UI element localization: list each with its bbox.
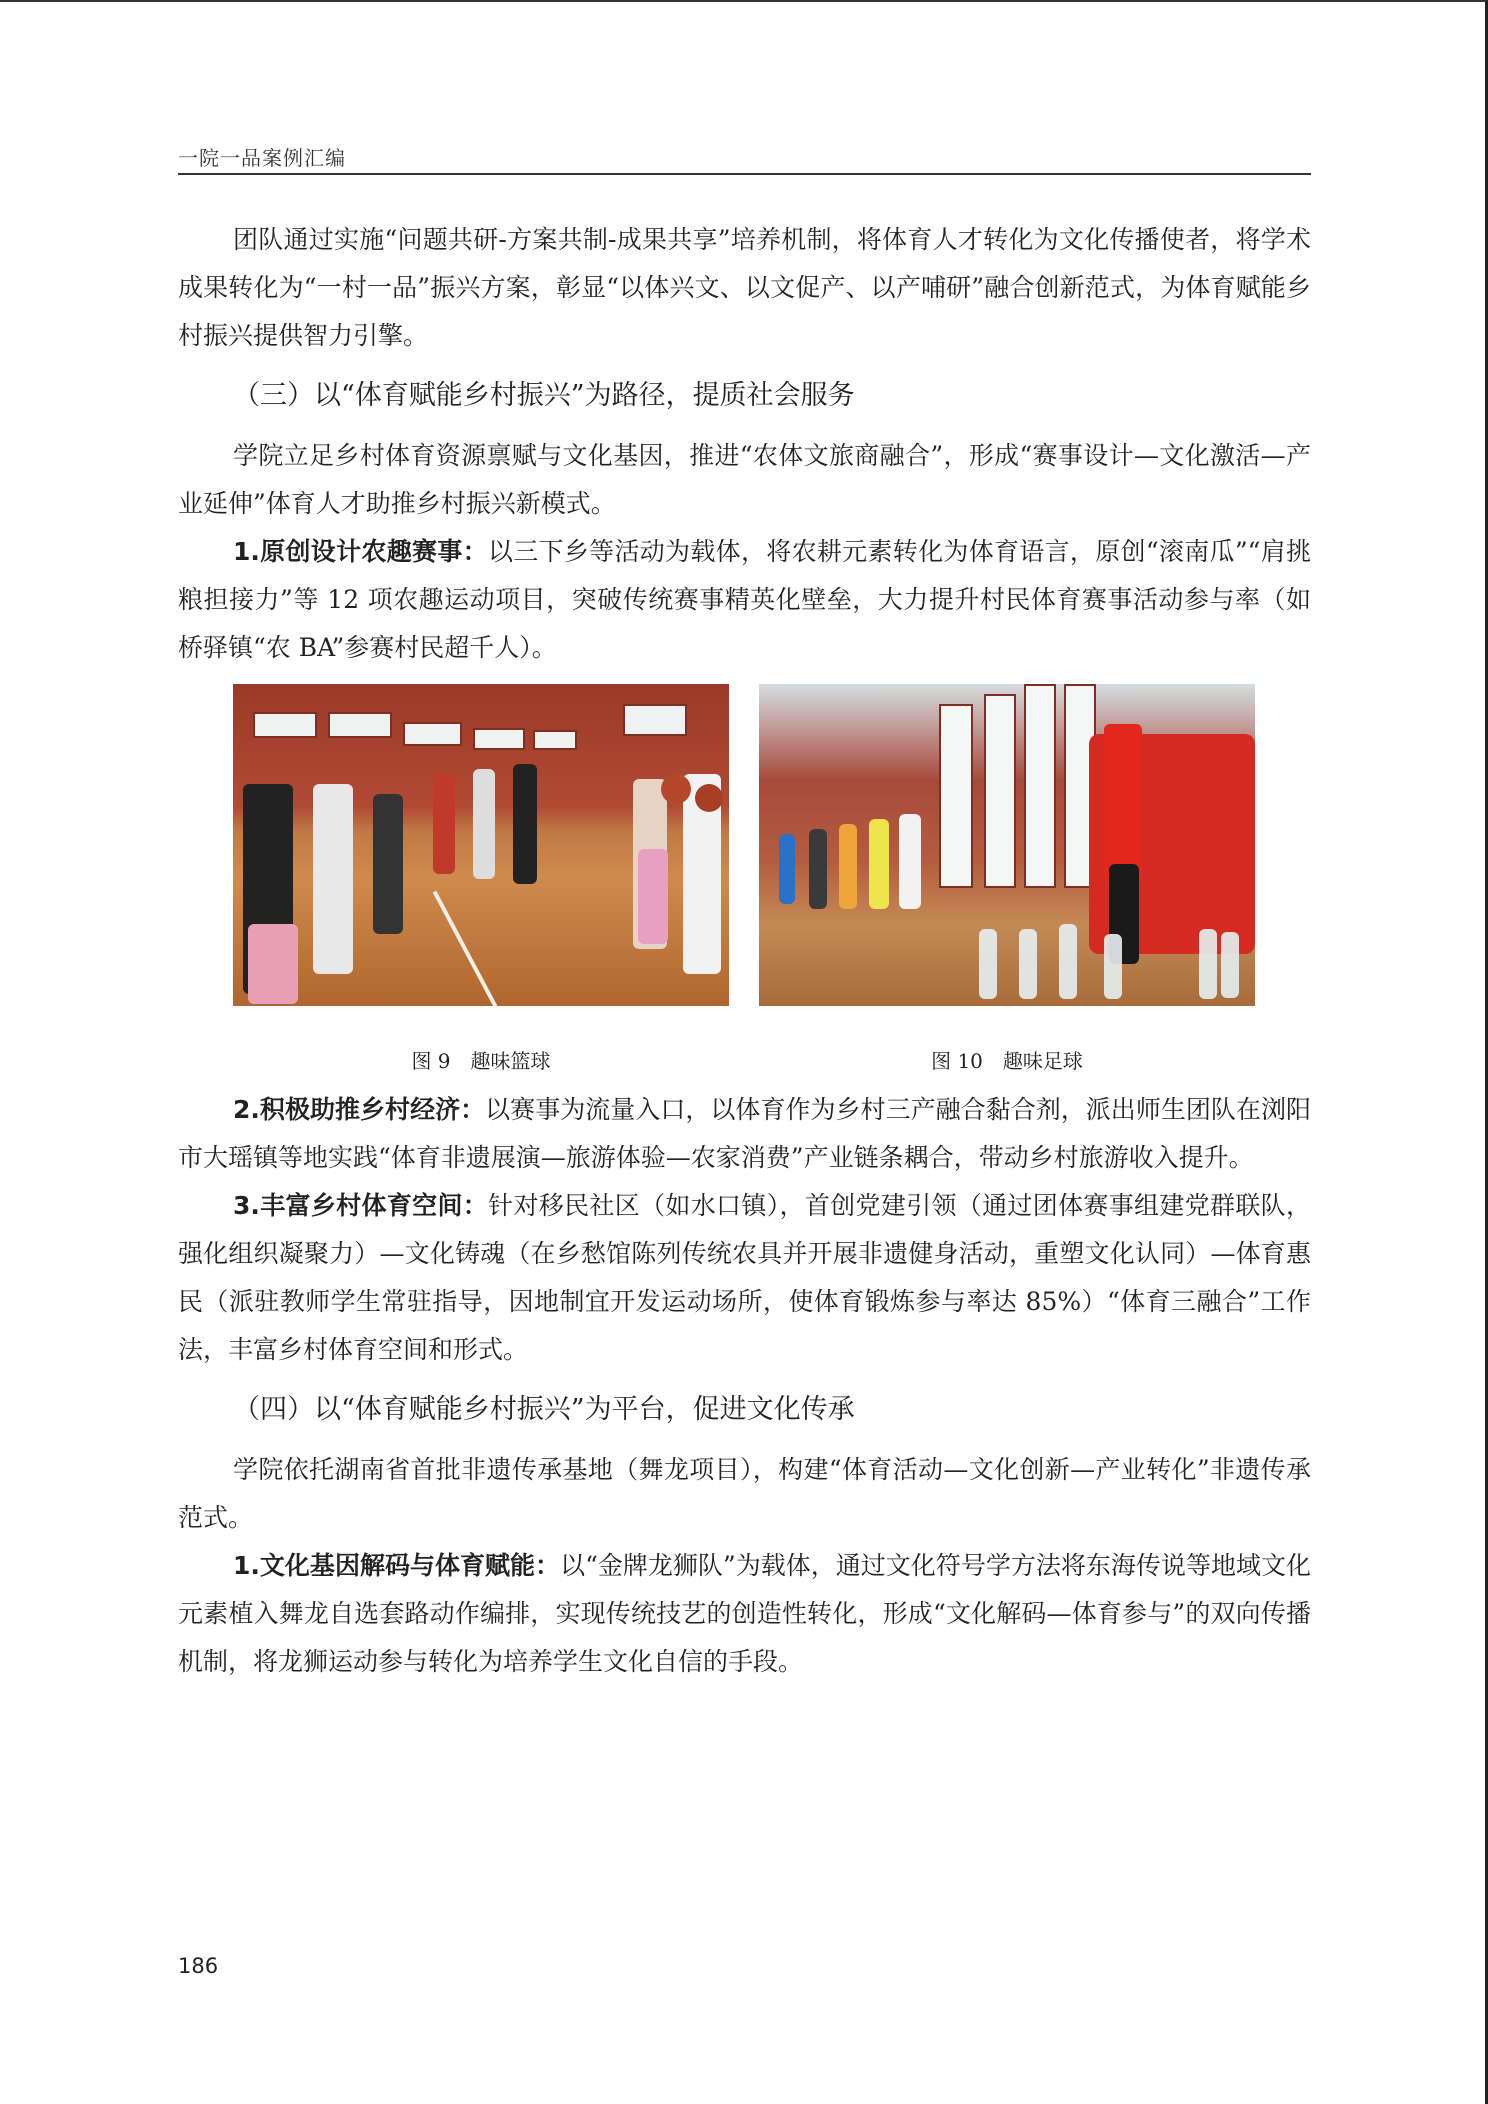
paragraph: 学院立足乡村体育资源禀赋与文化基因，推进“农体文旅商融合”，形成“赛事设计—文化激活—产业延伸”体育人才助推乡村振兴新模式。 [178,441,1311,518]
list-item-text: 以三下乡等活动为载体，将农耕元素转化为体育语言，原创“滚南瓜”“肩挑粮担接力”等 12 项农趣运动项目，突破传统赛事精英化壁垒，大力提升村民体育赛事活动参与率（如桥驿镇“农 BA”参赛村民超千人）。 [178,537,1311,662]
running-header: 一院一品案例汇编 [178,146,346,170]
figure-9 [233,684,729,1076]
figure-row [233,684,1311,1076]
list-item [178,528,1311,672]
list-item-text: 以赛事为流量入口，以体育作为乡村三产融合黏合剂，派出师生团队在浏阳市大瑶镇等地实践“体育非遗展演—旅游体验—农家消费”产业链条耦合，带动乡村旅游收入提升。 [178,1095,1311,1172]
list-item-text: 以“金牌龙狮队”为载体，通过文化符号学方法将东海传说等地域文化元素植入舞龙自选套路动作编排，实现传统技艺的创造性转化，形成“文化解码—体育参与”的双向传播机制，将龙狮运动参与转化为培养学生文化自信的手段。 [178,1551,1311,1676]
list-item-label: 1.文化基因解码与体育赋能： [233,1551,561,1580]
paragraph: 团队通过实施“问题共研-方案共制-成果共享”培养机制，将体育人才转化为文化传播使者，将学术成果转化为“一村一品”振兴方案，彰显“以体兴文、以文促产、以产哺研”融合创新范式，为体育赋能乡村振兴提供智力引擎。 [178,225,1311,350]
soccer-photo [759,684,1255,1006]
section-heading: （四）以“体育赋能乡村振兴”为平台，促进文化传承 [233,1394,855,1425]
list-item [178,1182,1311,1374]
list-item-label: 3.丰富乡村体育空间： [233,1191,489,1220]
paragraph: 学院依托湖南省首批非遗传承基地（舞龙项目），构建“体育活动—文化创新—产业转化”非遗传承范式。 [178,1455,1311,1532]
figure-caption: 图 9 趣味篮球 [411,1049,551,1073]
list-item-text: 针对移民社区（如水口镇），首创党建引领（通过团体赛事组建党群联队，强化组织凝聚力）—文化铸魂（在乡愁馆陈列传统农具并开展非遗健身活动，重塑文化认同）—体育惠民（派驻教师学生常驻指导，因地制宜开发运动场所，使体育锻炼参与率达 85%）“体育三融合”工作法，丰富乡村体育空间和形式。 [178,1191,1311,1364]
list-item [178,1542,1311,1686]
list-item-label: 1.原创设计农趣赛事： [233,537,488,566]
figure-caption: 图 10 趣味足球 [931,1049,1083,1073]
list-item [178,1086,1311,1182]
figure-10 [759,684,1255,1076]
list-item-label: 2.积极助推乡村经济： [233,1095,486,1124]
page-content [178,216,1311,1686]
page-number: 186 [178,1954,219,1978]
section-heading: （三）以“体育赋能乡村振兴”为路径，提质社会服务 [233,380,855,411]
basketball-photo [233,684,729,1006]
header-rule [178,173,1311,175]
